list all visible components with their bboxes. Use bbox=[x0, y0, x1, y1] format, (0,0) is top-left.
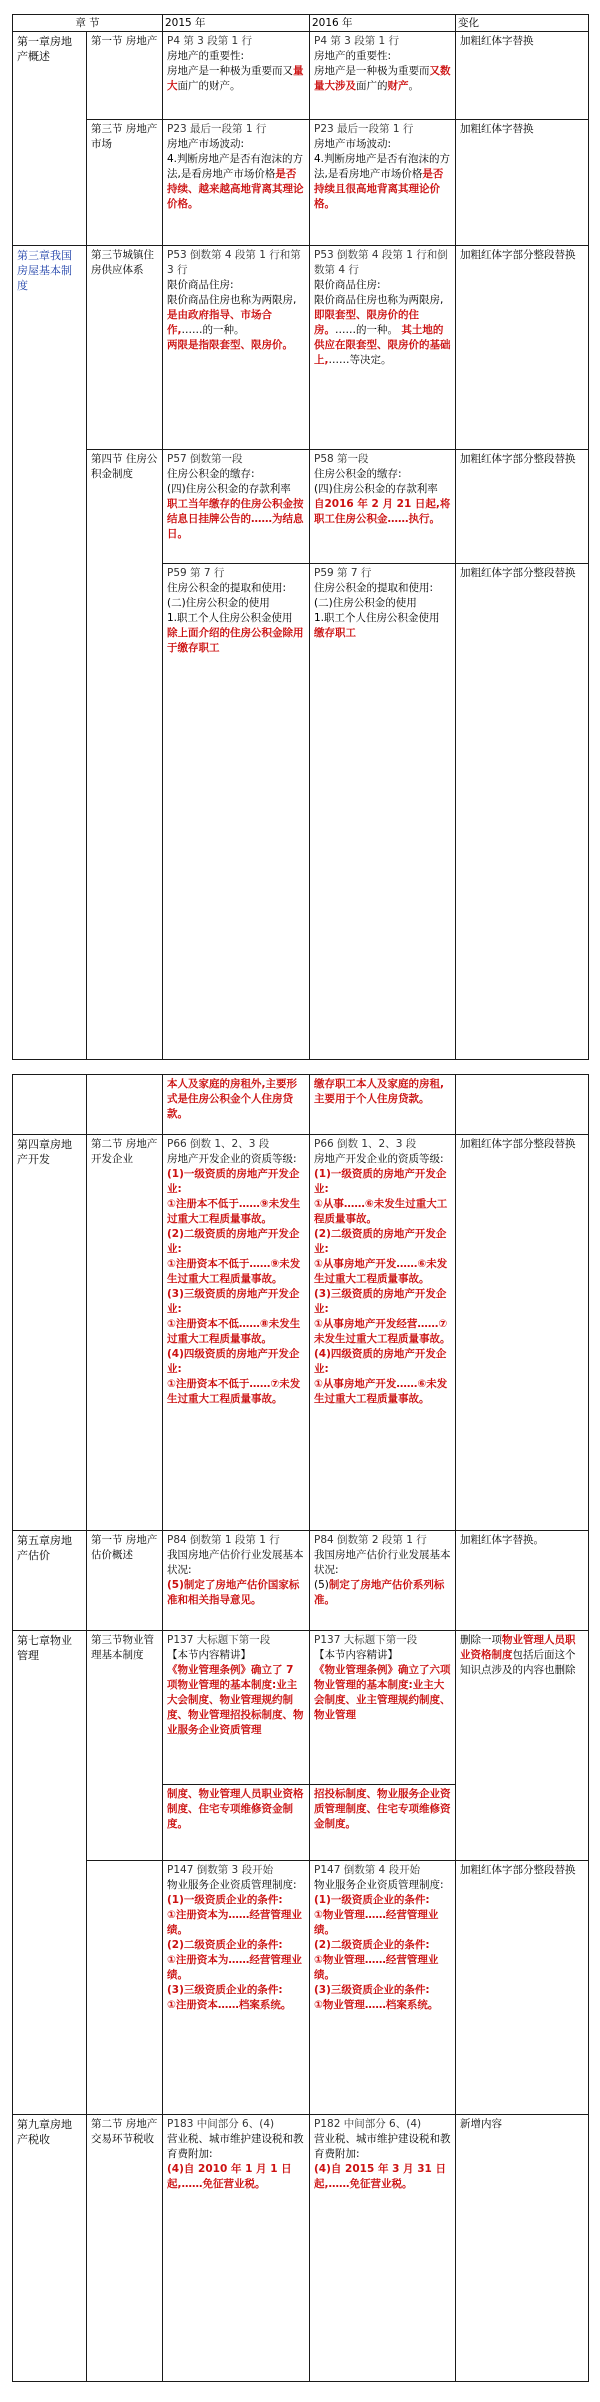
change-text: 包括后面这个知识点涉及的内容也删除 bbox=[460, 1649, 576, 1676]
section-cell: 第三节城镇住房供应体系 bbox=[87, 246, 163, 450]
location-text: P147 倒数第 4 段开始 bbox=[314, 1864, 421, 1876]
table-row bbox=[13, 1135, 589, 1531]
highlight-text: 制定了房地产估价系列标准。 bbox=[314, 1579, 445, 1606]
header-2015: 2015 年 bbox=[163, 15, 310, 32]
highlight-text: 两限是指限套型、限房价。 bbox=[167, 339, 293, 351]
list-item: (3)三级资质的房地产开发企业: bbox=[167, 1288, 300, 1315]
body-text: 4.判断房地产是否有泡沫的方法,是看房地产市场价格 bbox=[314, 153, 451, 180]
label-text: 【本节内容精讲】 bbox=[314, 1649, 398, 1661]
location-text: P182 中间部分 6、(4) bbox=[314, 2118, 422, 2130]
body-text: 1.职工个人住房公积金使用 bbox=[167, 612, 293, 624]
table-row bbox=[13, 246, 589, 450]
highlight-text: 量大 bbox=[167, 65, 304, 92]
list-item: (3)三级资质企业的条件: bbox=[314, 1984, 430, 1996]
section-cell: 第三节物业管理基本制度 bbox=[87, 1631, 163, 1861]
label-text: 限价商品住房: bbox=[167, 279, 234, 291]
label-text: 【本节内容精讲】 bbox=[167, 1649, 251, 1661]
change-cell: 加粗红体字部分整段替换 bbox=[456, 246, 589, 450]
location-text: P84 倒数第 2 段第 1 行 bbox=[314, 1534, 427, 1546]
list-item: (1)一级资质的房地产开发企业: bbox=[314, 1168, 447, 1195]
body-text: ……的一种。 bbox=[335, 324, 398, 336]
highlight-text: 是否持续、越来越高地背离其理论价格。 bbox=[167, 168, 304, 210]
location-text: P23 最后一段第 1 行 bbox=[167, 123, 267, 135]
new-text-cell bbox=[310, 246, 456, 450]
location-text: P147 倒数第 3 段开始 bbox=[167, 1864, 274, 1876]
header-change: 变化 bbox=[456, 15, 589, 32]
list-item: (2)二级资质企业的条件: bbox=[314, 1939, 430, 1951]
list-item: (1)一级资质的房地产开发企业: bbox=[167, 1168, 300, 1195]
location-text: P57 倒数第一段 bbox=[167, 453, 243, 465]
label-text: 我国房地产估价行业发展基本状况: bbox=[167, 1549, 304, 1576]
list-item: ①从事房地产开发……⑥未发生过重大工程质量事故。 bbox=[314, 1258, 448, 1285]
old-text-cell bbox=[163, 246, 310, 450]
body-text: (二)住房公积金的使用 bbox=[167, 597, 270, 609]
change-cell: 加粗红体字替换 bbox=[456, 120, 589, 246]
list-item: (2)二级资质企业的条件: bbox=[167, 1939, 283, 1951]
list-item: ①注册资本为……经营管理业绩。 bbox=[167, 1954, 302, 1981]
label-text: 住房公积金的提取和使用: bbox=[314, 582, 434, 594]
old-text-cell bbox=[163, 120, 310, 246]
body-text: 。 bbox=[408, 80, 419, 92]
new-text-cell bbox=[310, 450, 456, 564]
new-text-cell bbox=[310, 1861, 456, 2115]
body-text: 面广的财产。 bbox=[177, 80, 241, 92]
change-cell bbox=[456, 1631, 589, 1861]
change-cell: 加粗红体字部分整段替换 bbox=[456, 1861, 589, 2115]
table-row-continued bbox=[13, 1075, 589, 1135]
body-text: 限价商品住房也称为两限房, bbox=[167, 294, 297, 306]
old-text-cell bbox=[163, 1135, 310, 1531]
list-item: ①注册资本不低……⑧未发生过重大工程质量事故。 bbox=[167, 1318, 301, 1345]
old-text-cell: 本人及家庭的房租外,主要形式是住房公积金个人住房贷款。 bbox=[163, 1075, 310, 1135]
table-row bbox=[13, 32, 589, 120]
location-text: P183 中间部分 6、(4) bbox=[167, 2118, 275, 2130]
old-text-cell: 制度、物业管理人员职业资格制度、住宅专项维修资金制度。 bbox=[163, 1785, 310, 1861]
location-text: P66 倒数 1、2、3 段 bbox=[314, 1138, 417, 1150]
highlight-text: (5)制定了房地产估价国家标准和相关指导意见。 bbox=[167, 1579, 300, 1606]
new-text-cell: 招投标制度、物业服务企业资质管理制度、住宅专项维修资金制度。 bbox=[310, 1785, 456, 1861]
highlight-text: 数量大涉及 bbox=[314, 65, 451, 92]
list-item: ①从事房地产开发经营……⑦未发生过重大工程质量事故。 bbox=[314, 1318, 451, 1345]
location-text: P137 大标题下第一段 bbox=[314, 1634, 418, 1646]
chapter-cell: 第三章我国房屋基本制度 bbox=[13, 246, 87, 1060]
old-text-cell bbox=[163, 564, 310, 1060]
list-item: ①注册本不低于……⑨未发生过重大工程质量事故。 bbox=[167, 1198, 301, 1225]
location-text: P137 大标题下第一段 bbox=[167, 1634, 271, 1646]
body-text: (二)住房公积金的使用 bbox=[314, 597, 417, 609]
highlight-text: 是由政府指导、市场合作, bbox=[167, 309, 272, 336]
highlight-text: 《物业管理条例》确立了 7 项物业管理的基本制度:业主大会制度、物业管理规约制度、物业管理招投标制度、物业服务企业资质管理 bbox=[167, 1664, 304, 1736]
location-text: P4 第 3 段第 1 行 bbox=[167, 35, 253, 47]
header-2016: 2016 年 bbox=[310, 15, 456, 32]
new-text-cell bbox=[310, 1631, 456, 1785]
chapter-cell: 第四章房地产开发 bbox=[13, 1135, 87, 1531]
label-text: 房地产市场波动: bbox=[167, 138, 245, 150]
location-text: P58 第一段 bbox=[314, 453, 369, 465]
body-text: 房地产是一种极为重要而又 bbox=[167, 65, 293, 77]
highlight-text: 缴存职工 bbox=[314, 627, 356, 639]
list-item: (3)三级资质企业的条件: bbox=[167, 1984, 283, 1996]
body-text: ……等决定。 bbox=[328, 354, 392, 366]
change-text: 删除一项 bbox=[460, 1634, 502, 1646]
new-text-cell bbox=[310, 1531, 456, 1631]
header-chapter-section: 章 节 bbox=[13, 15, 163, 32]
body-text: 面广的 bbox=[356, 80, 388, 92]
table-row bbox=[13, 2115, 589, 2382]
old-text-cell bbox=[163, 1631, 310, 1785]
label-text: 房地产的重要性: bbox=[167, 50, 245, 62]
label-text: 营业税、城市维护建设税和教育费附加: bbox=[314, 2133, 451, 2160]
old-text-cell bbox=[163, 450, 310, 564]
new-text-cell bbox=[310, 120, 456, 246]
location-text: P59 第 7 行 bbox=[167, 567, 225, 579]
list-item: ①物业管理……经营管理业绩。 bbox=[314, 1909, 439, 1936]
body-text: 4.判断房地产是否有泡沫的方法,是看房地产市场价格 bbox=[167, 153, 304, 180]
list-item: ①从事房地产开发……⑥未发生过重大工程质量事故。 bbox=[314, 1378, 448, 1405]
old-text-cell bbox=[163, 1531, 310, 1631]
highlight-text: 财产 bbox=[387, 80, 409, 92]
list-item: (1)一级资质企业的条件: bbox=[167, 1894, 283, 1906]
highlight-text: 《物业管理条例》确立了六项物业管理的基本制度:业主大会制度、业主管理规约制度、物业管理 bbox=[314, 1664, 451, 1721]
chapter-cell: 第一章房地产概述 bbox=[13, 32, 87, 246]
table-row bbox=[13, 1631, 589, 1785]
list-item: ①物业管理……经营管理业绩。 bbox=[314, 1954, 439, 1981]
section-cell: 第二节 房地产交易环节税收 bbox=[87, 2115, 163, 2382]
label-text: 物业服务企业资质管理制度: bbox=[314, 1879, 444, 1891]
change-cell: 加粗红体字部分整段替换 bbox=[456, 450, 589, 564]
table-row bbox=[13, 120, 589, 246]
location-text: P53 倒数第 4 段第 1 行和倒数第 4 行 bbox=[314, 249, 448, 276]
label-text: 住房公积金的缴存: bbox=[314, 468, 402, 480]
label-text: 营业税、城市维护建设税和教育费附加: bbox=[167, 2133, 304, 2160]
old-text-cell bbox=[163, 1861, 310, 2115]
list-item: (3)三级资质的房地产开发企业: bbox=[314, 1288, 447, 1315]
label-text: 限价商品住房: bbox=[314, 279, 381, 291]
list-item: (1)一级资质企业的条件: bbox=[314, 1894, 430, 1906]
list-item: ①注册资本不低于……⑦未发生过重大工程质量事故。 bbox=[167, 1378, 301, 1405]
header-row bbox=[13, 15, 589, 32]
label-text: 住房公积金的提取和使用: bbox=[167, 582, 287, 594]
list-item: (2)二级资质的房地产开发企业: bbox=[167, 1228, 300, 1255]
list-item: (4)四级资质的房地产开发企业: bbox=[314, 1348, 447, 1375]
label-text: 房地产市场波动: bbox=[314, 138, 392, 150]
highlight-text: 是否持续且很高地背离其理论价格。 bbox=[314, 168, 444, 210]
location-text: P4 第 3 段第 1 行 bbox=[314, 35, 400, 47]
new-text-cell bbox=[310, 2115, 456, 2382]
highlight-text: (4)自 2010 年 1 月 1 日起,……免征营业税。 bbox=[167, 2163, 292, 2190]
highlight-text: 2016 年 2 月 21 日起,将职工住房公积金 bbox=[314, 498, 451, 525]
body-text: (四)住房公积金的存款利率 bbox=[314, 483, 438, 495]
label-text: 我国房地产估价行业发展基本状况: bbox=[314, 1549, 451, 1576]
section-cell: 第四节 住房公积金制度 bbox=[87, 450, 163, 1060]
highlight-text: 除上面介绍的住房公积金除用于缴存职工 bbox=[167, 627, 304, 654]
body-text: ……的一种。 bbox=[181, 324, 245, 336]
body-text: (四)住房公积金的存款利率 bbox=[167, 483, 291, 495]
highlight-text: 职工当年缴存的住房公积金按结息日挂牌公告的…… bbox=[167, 498, 304, 525]
highlight-text: (4)自 2015 年 3 月 31 日起,……免征营业税。 bbox=[314, 2163, 446, 2190]
label-text: 房地产开发企业的资质等级: bbox=[167, 1153, 297, 1165]
chapter-cell: 第九章房地产税收 bbox=[13, 2115, 87, 2382]
change-cell: 加粗红体字部分整段替换 bbox=[456, 564, 589, 1060]
list-item: ①注册资本为……经营管理业绩。 bbox=[167, 1909, 302, 1936]
label-text: 房地产的重要性: bbox=[314, 50, 392, 62]
section-cell: 第一节 房地产 bbox=[87, 32, 163, 120]
highlight-text: ……执行。 bbox=[387, 513, 440, 525]
label-text: 住房公积金的缴存: bbox=[167, 468, 255, 480]
list-item: ①物业管理……档案系统。 bbox=[314, 1999, 439, 2011]
highlight-text: 即限套型、限房价的住房。 bbox=[314, 309, 419, 336]
body-text: 房地产是一种极为重要而 bbox=[314, 65, 430, 77]
old-text-cell bbox=[163, 32, 310, 120]
change-cell: 加粗红体字部分整段替换 bbox=[456, 1135, 589, 1531]
label-text: 房地产开发企业的资质等级: bbox=[314, 1153, 444, 1165]
highlight-text: 又 bbox=[429, 65, 440, 77]
new-text-cell bbox=[310, 564, 456, 1060]
body-text: 限价商品住房也称为两限房, bbox=[314, 294, 444, 306]
section-cell: 第一节 房地产估价概述 bbox=[87, 1531, 163, 1631]
table-row bbox=[13, 450, 589, 564]
list-item: ①从事……⑥未发生过重大工程质量事故。 bbox=[314, 1198, 448, 1225]
old-text-cell bbox=[163, 2115, 310, 2382]
body-text: (5) bbox=[314, 1579, 329, 1591]
comparison-table-part-1 bbox=[12, 14, 589, 1060]
highlight-text: 为结息日。 bbox=[167, 513, 304, 540]
highlight-text: 物业管理人员职业资格制度 bbox=[460, 1634, 576, 1661]
new-text-cell bbox=[310, 1135, 456, 1531]
list-item: (4)四级资质的房地产开发企业: bbox=[167, 1348, 300, 1375]
change-cell: 新增内容 bbox=[456, 2115, 589, 2382]
chapter-cell: 第七章物业管理 bbox=[13, 1631, 87, 2115]
label-text: 物业服务企业资质管理制度: bbox=[167, 1879, 297, 1891]
list-item: ①注册资本……档案系统。 bbox=[167, 1999, 292, 2011]
location-text: P59 第 7 行 bbox=[314, 567, 372, 579]
comparison-table-part-2 bbox=[12, 1074, 589, 2382]
table-row bbox=[13, 1531, 589, 1631]
list-item: (2)二级资质的房地产开发企业: bbox=[314, 1228, 447, 1255]
body-text: 1.职工个人住房公积金使用 bbox=[314, 612, 440, 624]
location-text: P66 倒数 1、2、3 段 bbox=[167, 1138, 270, 1150]
highlight-text: 自 bbox=[314, 498, 325, 510]
list-item: ①注册资本不低于……⑨未发生过重大工程质量事故。 bbox=[167, 1258, 301, 1285]
new-text-cell bbox=[310, 32, 456, 120]
location-text: P84 倒数第 1 段第 1 行 bbox=[167, 1534, 280, 1546]
table-row bbox=[13, 1861, 589, 2115]
section-cell: 第三节 房地产市场 bbox=[87, 120, 163, 246]
highlight-text: 其土地的供应在限套型、限房价的基础上, bbox=[314, 324, 451, 366]
change-cell: 加粗红体字替换。 bbox=[456, 1531, 589, 1631]
new-text-cell: 缴存职工本人及家庭的房租,主要用于个人住房贷款。 bbox=[310, 1075, 456, 1135]
section-cell: 第二节 房地产开发企业 bbox=[87, 1135, 163, 1531]
change-cell: 加粗红体字替换 bbox=[456, 32, 589, 120]
location-text: P53 倒数第 4 段第 1 行和第 3 行 bbox=[167, 249, 301, 276]
chapter-cell: 第五章房地产估价 bbox=[13, 1531, 87, 1631]
location-text: P23 最后一段第 1 行 bbox=[314, 123, 414, 135]
